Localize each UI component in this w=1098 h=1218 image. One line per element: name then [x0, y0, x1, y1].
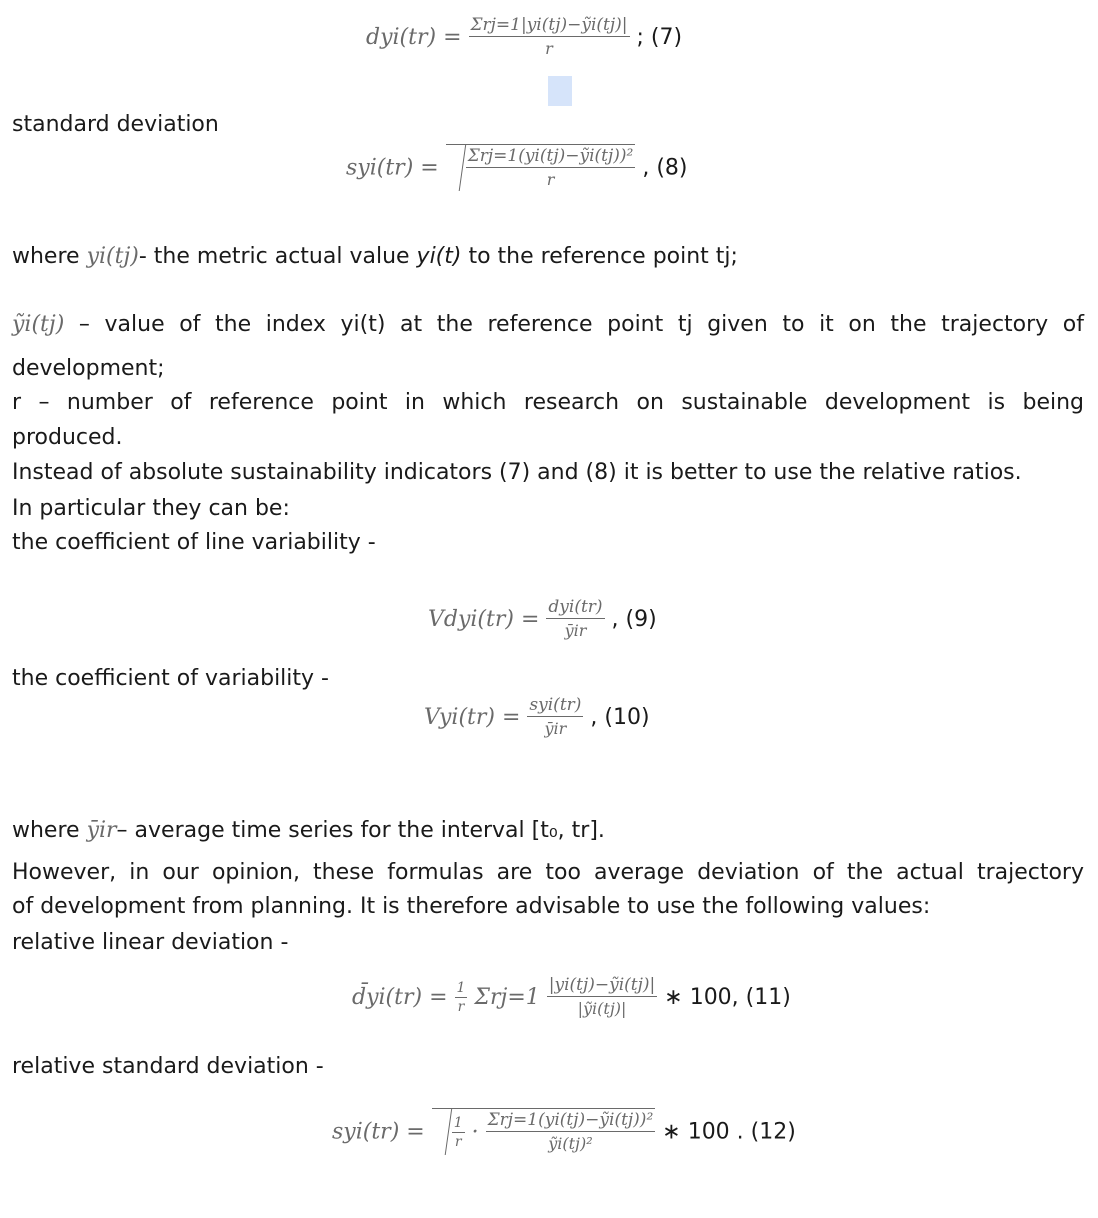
para-however-line3: relative linear deviation - [12, 930, 289, 955]
eq8-lhs: syi(tr) = [346, 155, 439, 181]
where2-b: – average time series for the interval [t₀, tr]. [116, 818, 605, 843]
eq7-numerator: Σrj=1|yi(tj)−ỹi(tj)| [470, 15, 628, 35]
eq8-sqrt [446, 144, 636, 192]
eq11-lhs: d̄yi(tr) = [352, 985, 448, 1010]
para-tilde-symbol: ỹi(tj) [12, 312, 65, 337]
eq9-denominator: ȳir [564, 621, 587, 640]
eq12-dot: · [471, 1120, 479, 1145]
where2-symbol: ȳir [86, 818, 117, 843]
where1-b: - the metric actual value [138, 244, 417, 269]
para-however-line2: of development from planning. It is therefore advisable to use the following values: [12, 894, 931, 919]
para-r-line2: produced. [12, 425, 123, 450]
para-r-line1: r – number of reference point in which research on sustainable development is being [12, 390, 1084, 415]
where1-d: to the reference point tj; [461, 244, 738, 269]
eq7-denominator: r [545, 39, 553, 58]
where2-a: where [12, 818, 87, 843]
label-relative-standard-deviation: relative standard deviation - [12, 1054, 324, 1079]
eq9-fraction [546, 596, 604, 643]
equation-12 [332, 1108, 796, 1156]
eq7-fraction [469, 14, 630, 61]
equation-7 [366, 14, 682, 61]
para-however-line1: However, in our opinion, these formulas are too average deviation of the actual trajectory [12, 860, 1084, 885]
eq11-fraction [547, 974, 658, 1021]
equation-9 [428, 596, 657, 643]
eq12-numerator: Σrj=1(yi(tj)−ỹi(tj))² [487, 1110, 654, 1130]
eq12-sqrt [432, 1108, 656, 1156]
where-actual-value [12, 243, 738, 271]
equation-11 [352, 974, 791, 1021]
para-instead-line1: Instead of absolute sustainability indicators (7) and (8) it is better to use the relative ratios. [12, 460, 1022, 485]
eq9-numerator: dyi(tr) [548, 597, 603, 617]
label-coefficient-variability: the coefficient of variability - [12, 666, 329, 691]
para-planned-value-line1 [12, 311, 1084, 339]
label-standard-deviation: standard deviation [12, 112, 219, 137]
eq8-denominator: r [546, 170, 555, 189]
text-cursor-highlight [548, 76, 572, 106]
equation-8 [346, 144, 688, 192]
eq12-one: 1 [453, 1115, 463, 1131]
eq11-sum: Σrj=1 [474, 985, 540, 1010]
eq11-r: r [457, 999, 465, 1015]
eq12-denominator: ỹi(tj)² [548, 1134, 593, 1153]
equation-10 [424, 694, 650, 741]
eq8-fraction [466, 145, 636, 192]
eq10-fraction [527, 694, 583, 741]
para-tilde-line1: – value of the index yi(t) at the reference point tj given to it on the trajectory of [64, 312, 1084, 337]
eq10-numerator: syi(tr) [529, 695, 582, 715]
eq12-tag: ∗ 100 . (12) [662, 1119, 796, 1145]
eq11-tag: ∗ 100, (11) [664, 985, 791, 1010]
eq12-fraction [486, 1109, 656, 1156]
para-instead-line2: In particular they can be: [12, 496, 290, 521]
eq9-tag: , (9) [611, 607, 657, 632]
eq11-one: 1 [456, 980, 466, 996]
eq10-lhs: Vyi(tr) = [424, 705, 521, 730]
where-average [12, 817, 605, 845]
eq8-numerator: Σrj=1(yi(tj)−ỹi(tj))² [467, 146, 634, 166]
eq12-one-over-r [452, 1114, 465, 1151]
eq11-denominator: |ỹi(tj)| [577, 999, 627, 1018]
para-instead-line3: the coefficient of line variability - [12, 530, 376, 555]
eq12-r: r [454, 1134, 462, 1150]
para-tilde-line2: development; [12, 356, 165, 381]
eq8-tag: , (8) [642, 155, 688, 181]
eq12-lhs: syi(tr) = [332, 1119, 425, 1145]
eq7-tag: ; (7) [636, 25, 683, 50]
eq7-lhs: dyi(tr) = [366, 25, 462, 50]
eq9-lhs: Vdyi(tr) = [428, 607, 540, 632]
eq11-one-over-r [455, 979, 468, 1016]
where1-a: where [12, 244, 87, 269]
eq10-denominator: ȳir [544, 719, 567, 738]
where1-c: yi(t) [416, 244, 462, 269]
where1-symbol: yi(tj) [86, 244, 139, 269]
eq10-tag: , (10) [590, 705, 650, 730]
eq11-numerator: |yi(tj)−ỹi(tj)| [548, 975, 656, 995]
